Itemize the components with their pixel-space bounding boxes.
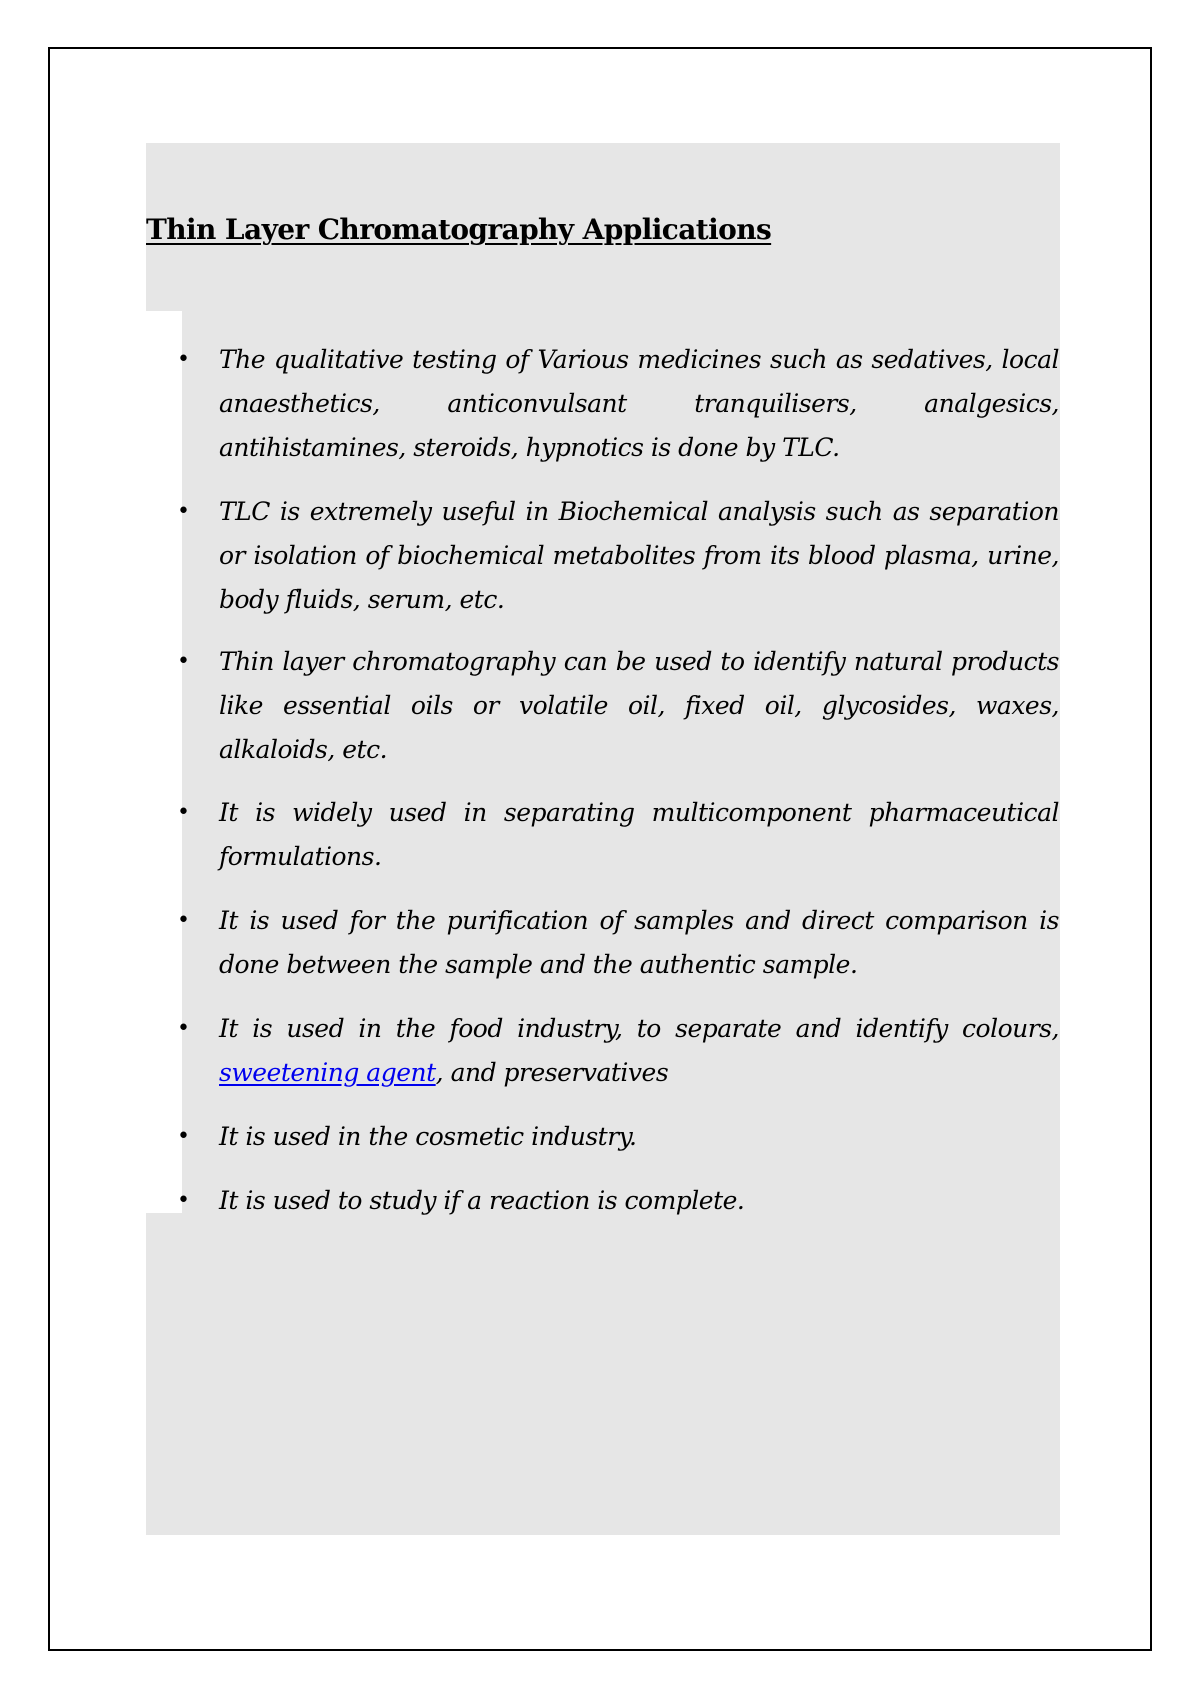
list-item-text: The qualitative testing of Various medicines such as sedatives, local anaesthetics, anticonvulsant tranquilisers, analgesics, antihistamines, steroids, hypnotics is done by TLC. bbox=[219, 345, 1059, 462]
bullet-icon: • bbox=[177, 499, 190, 524]
list-item-natural-products bbox=[177, 640, 1059, 772]
bullet-icon: • bbox=[177, 1124, 190, 1149]
bullet-icon: • bbox=[177, 800, 190, 825]
list-item-food-industry bbox=[177, 1007, 1059, 1095]
list-item-reaction-completion bbox=[177, 1179, 1059, 1223]
list-item-text: It is used in the cosmetic industry. bbox=[219, 1122, 637, 1151]
bullet-icon: • bbox=[177, 908, 190, 933]
bullet-icon: • bbox=[177, 1188, 190, 1213]
bullet-icon: • bbox=[177, 649, 190, 674]
list-item-text-before-link: It is used in the food industry, to separate and identify colours, bbox=[219, 1014, 1059, 1043]
list-item-purification bbox=[177, 899, 1059, 987]
list-item-biochemical-analysis bbox=[177, 490, 1059, 622]
list-item-text: It is widely used in separating multicomponent pharmaceutical formulations. bbox=[219, 798, 1059, 871]
list-item-text: It is used for the purification of samples and direct comparison is done between the sample and the authentic sample. bbox=[219, 906, 1059, 979]
list-item-qualitative-testing bbox=[177, 338, 1059, 470]
list-item-text: TLC is extremely useful in Biochemical analysis such as separation or isolation of biochemical metabolites from its blood plasma, urine, body fluids, serum, etc. bbox=[219, 497, 1059, 614]
list-item-text-after-link: , and preservatives bbox=[435, 1058, 669, 1087]
document-title: Thin Layer Chromatography Applications bbox=[146, 213, 772, 246]
list-item-pharmaceutical-formulations bbox=[177, 791, 1059, 879]
bullet-icon: • bbox=[177, 347, 190, 372]
sweetening-agent-link[interactable]: sweetening agent bbox=[219, 1058, 436, 1087]
list-item-text: It is used to study if a reaction is complete. bbox=[219, 1186, 745, 1215]
bullet-icon: • bbox=[177, 1016, 190, 1041]
list-item-text: Thin layer chromatography can be used to identify natural products like essential oils or volatile oil, fixed oil, glycosides, waxes, alkaloids, etc. bbox=[219, 647, 1059, 764]
shading-block-bottom bbox=[146, 1213, 1060, 1535]
list-item-cosmetic-industry bbox=[177, 1115, 1059, 1159]
